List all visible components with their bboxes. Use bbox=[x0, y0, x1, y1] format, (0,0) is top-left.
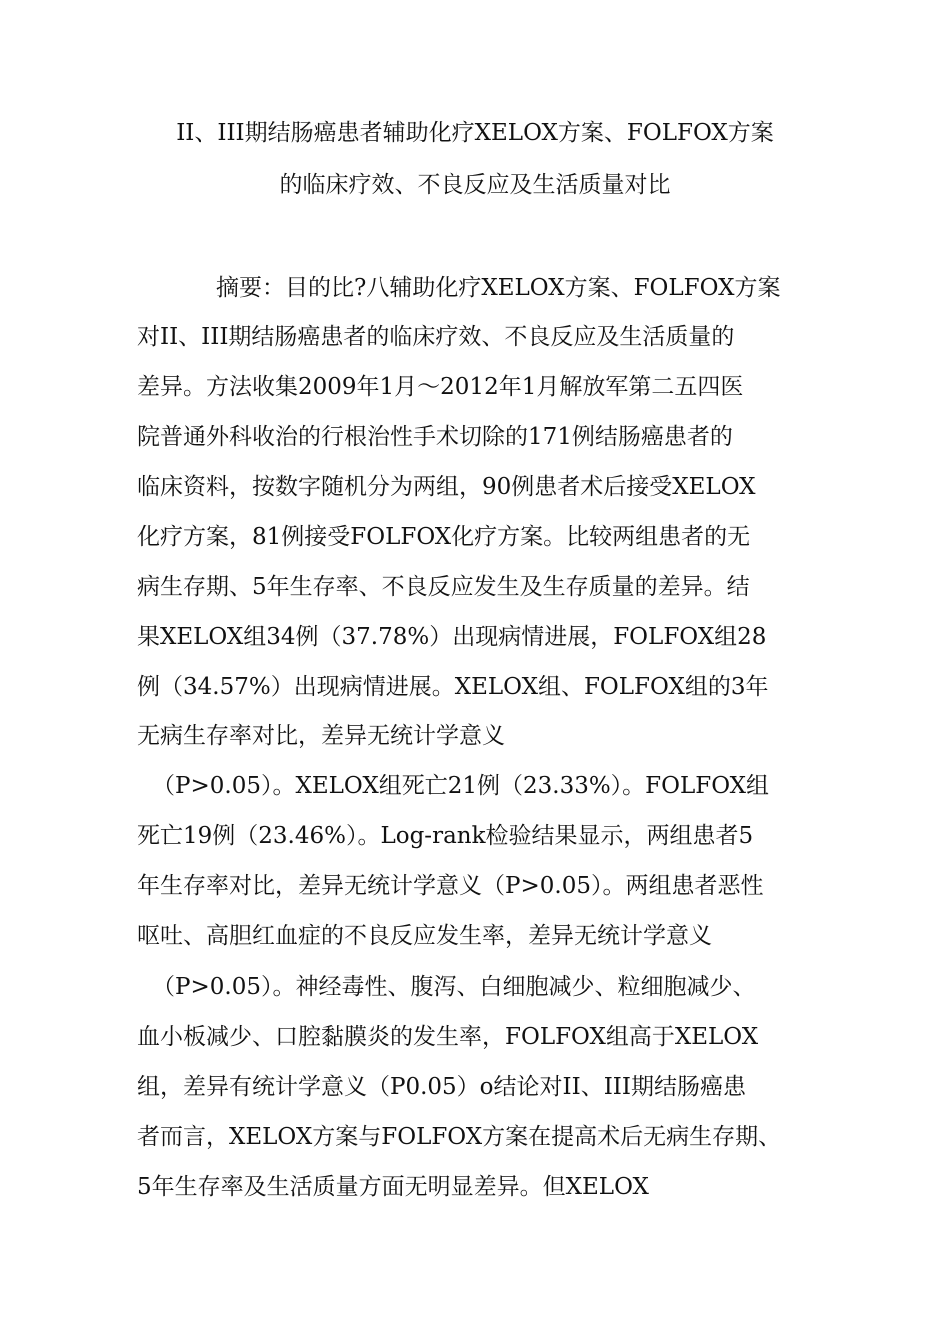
document-title-line-1: II、III期结肠癌患者辅助化疗XELOX方案、FOLFOX方案 bbox=[176, 120, 774, 146]
abstract-line-15: （P>0.05）。神经毒性、腹泻、白细胞减少、粒细胞减少、 bbox=[152, 974, 756, 1000]
abstract-line-7: 病生存期、5年生存率、不良反应发生及生存质量的差异。结 bbox=[137, 574, 750, 600]
document-title-line-2: 的临床疗效、不良反应及生活质量对比 bbox=[279, 172, 671, 198]
abstract-line-8: 果XELOX组34例（37.78%）出现病情进展，FOLFOX组28 bbox=[137, 624, 767, 650]
abstract-line-18: 者而言，XELOX方案与FOLFOX方案在提高术后无病生存期、 bbox=[137, 1124, 782, 1150]
abstract-line-4: 院普通外科收治的行根治性手术切除的171例结肠癌患者的 bbox=[137, 424, 733, 450]
abstract-line-5: 临床资料，按数字随机分为两组，90例患者术后接受XELOX bbox=[137, 474, 756, 500]
abstract-line-2: 对II、III期结肠癌患者的临床疗效、不良反应及生活质量的 bbox=[137, 324, 735, 350]
abstract-line-13: 年生存率对比，差异无统计学意义（P>0.05）。两组患者恶性 bbox=[137, 873, 764, 899]
abstract-line-6: 化疗方案，81例接受FOLFOX化疗方案。比较两组患者的无 bbox=[137, 524, 751, 550]
abstract-line-1: 摘要：目的比?八辅助化疗XELOX方案、FOLFOX方案 bbox=[216, 275, 781, 301]
abstract-line-10: 无病生存率对比，差异无统计学意义 bbox=[137, 723, 505, 749]
abstract-line-9: 例（34.57%）出现病情进展。XELOX组、FOLFOX组的3年 bbox=[137, 674, 769, 700]
abstract-line-12: 死亡19例（23.46%）。Log-rank检验结果显示，两组患者5 bbox=[137, 823, 754, 849]
abstract-line-3: 差异。方法收集2009年1月〜2012年1月解放军第二五四医 bbox=[137, 374, 744, 400]
abstract-line-14: 呕吐、高胆红血症的不良反应发生率，差异无统计学意义 bbox=[137, 923, 712, 949]
abstract-line-17: 组，差异有统计学意义（P0.05）o结论对II、III期结肠癌患 bbox=[137, 1074, 746, 1100]
abstract-line-16: 血小板减少、口腔黏膜炎的发生率，FOLFOX组高于XELOX bbox=[137, 1024, 759, 1050]
abstract-line-11: （P>0.05）。XELOX组死亡21例（23.33%）。FOLFOX组 bbox=[152, 773, 770, 799]
abstract-line-19: 5年生存率及生活质量方面无明显差异。但XELOX bbox=[137, 1174, 649, 1200]
